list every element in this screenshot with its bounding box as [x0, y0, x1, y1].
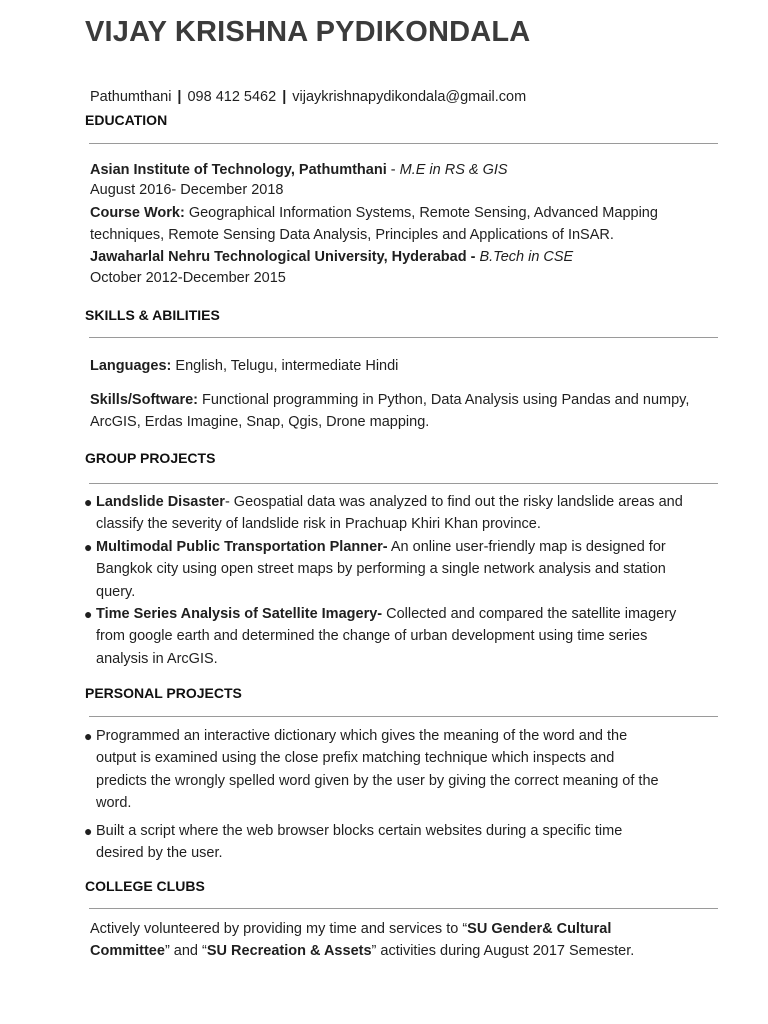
- section-divider: [89, 716, 718, 717]
- phone: 098 412 5462: [187, 89, 277, 105]
- list-item: [84, 536, 689, 603]
- degree: B.Tech in CSE: [479, 249, 574, 265]
- separator: |: [282, 89, 287, 105]
- degree: M.E in RS & GIS: [399, 162, 508, 178]
- location: Pathumthani: [90, 89, 172, 105]
- section-divider: [89, 908, 718, 909]
- school-name: Jawaharlal Nehru Technological University, Hyderabad -: [90, 249, 480, 265]
- software-label: Skills/Software:: [90, 392, 198, 408]
- email: vijaykrishnapydikondala@gmail.com: [292, 89, 527, 105]
- dates: August 2016- December 2018: [90, 182, 284, 198]
- section-divider: [89, 483, 718, 484]
- project-text: Collected and compared the satellite imagery from google earth and determined the change of urban development using time series analysis in ArcGIS.: [96, 606, 677, 667]
- clubs-text-part: ” activities during August 2017 Semester.: [371, 943, 635, 959]
- bullet-icon: ●: [84, 728, 93, 744]
- coursework: [90, 202, 690, 246]
- bullet-icon: ●: [84, 494, 93, 510]
- coursework-text: Geographical Information Systems, Remote Sensing, Advanced Mapping techniques, Remote Sensing Data Analysis, Principles and Applications of InSAR.: [90, 205, 658, 243]
- dates: October 2012-December 2015: [90, 270, 286, 286]
- project-text: - Geospatial data was analyzed to find out the risky landslide areas and classify the severity of landslide risk in Prachuap Khiri Khan province.: [96, 494, 683, 533]
- section-title-group-projects: GROUP PROJECTS: [85, 450, 216, 466]
- languages-text: English, Telugu, intermediate Hindi: [171, 358, 399, 374]
- bullet-icon: ●: [84, 606, 93, 622]
- list-item: [84, 820, 654, 865]
- coursework-label: Course Work:: [90, 205, 185, 221]
- list-item: [84, 725, 664, 814]
- software-text: Functional programming in Python, Data Analysis using Pandas and numpy, ArcGIS, Erdas Imagine, Snap, Qgis, Drone mapping.: [90, 392, 690, 430]
- project-label: Landslide Disaster: [96, 494, 225, 510]
- bullet-icon: ●: [84, 539, 93, 555]
- software-skills: [90, 389, 705, 433]
- resume-name: VIJAY KRISHNA PYDIKONDALA: [85, 16, 531, 48]
- education-entry-2: [90, 247, 710, 289]
- section-title-skills: SKILLS & ABILITIES: [85, 307, 220, 323]
- bullet-icon: ●: [84, 823, 93, 839]
- section-divider: [89, 143, 718, 144]
- project-text: Built a script where the web browser blocks certain websites during a specific time desired by the user.: [96, 823, 623, 862]
- clubs-text: [90, 918, 650, 962]
- languages: [90, 355, 710, 377]
- section-divider: [89, 337, 718, 338]
- dash: -: [386, 162, 400, 178]
- club-name: SU Recreation & Assets: [206, 943, 372, 959]
- section-title-education: EDUCATION: [85, 112, 168, 128]
- project-text: An online user-friendly map is designed for Bangkok city using open street maps by performing a single network analysis and station query.: [96, 539, 666, 600]
- contact-line: [90, 89, 526, 105]
- project-label: Time Series Analysis of Satellite Imagery-: [96, 606, 383, 622]
- languages-label: Languages:: [90, 358, 172, 374]
- section-title-personal-projects: PERSONAL PROJECTS: [85, 685, 242, 701]
- club-name: SU Gender& Cultural Committee: [90, 921, 612, 959]
- separator: |: [177, 89, 182, 105]
- project-label: Multimodal Public Transportation Planner-: [96, 539, 388, 555]
- education-entry-1: [90, 160, 710, 200]
- list-item: [84, 603, 684, 670]
- section-title-college-clubs: COLLEGE CLUBS: [85, 878, 205, 894]
- list-item: [84, 491, 704, 536]
- clubs-text-part: ” and “: [164, 943, 207, 959]
- clubs-text-part: Actively volunteered by providing my time and services to “: [90, 921, 468, 937]
- project-text: Programmed an interactive dictionary which gives the meaning of the word and the output is examined using the close prefix matching technique which inspects and predicts the wrongly spelled word given by the user by giving the correct meaning of the word.: [96, 728, 659, 811]
- school-name: Asian Institute of Technology, Pathumthani: [90, 162, 387, 178]
